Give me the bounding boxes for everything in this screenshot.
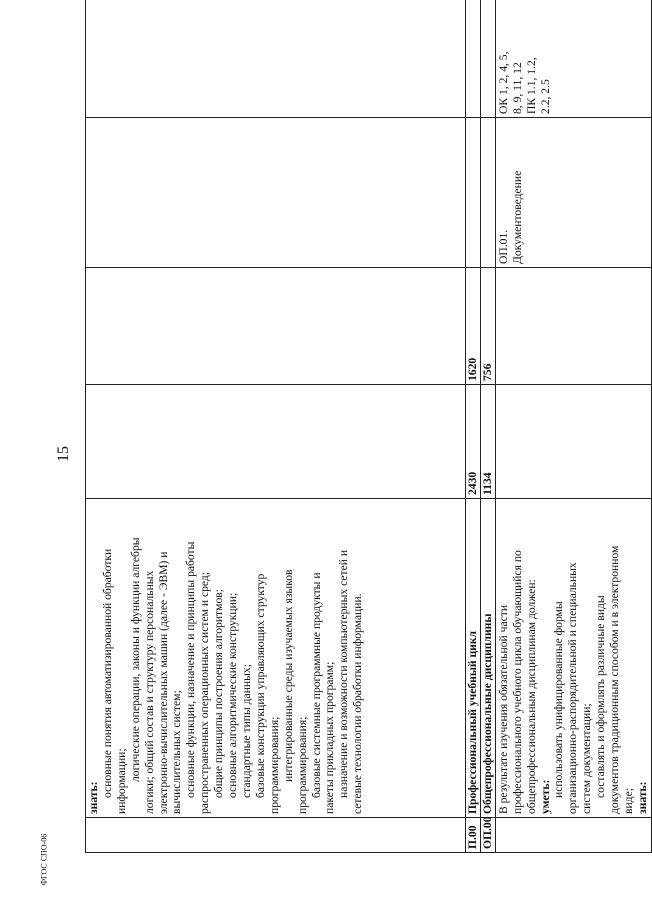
text-line: электронно-вычислительных машин (далее - ЭВМ) и [156,551,170,814]
cell-cycle-title: Общепрофессиональные дисциплины [480,499,495,818]
text-line: основные понятия автоматизированной обработки [100,548,114,798]
text-line: интегрированные среды изучаемых языков [281,569,295,782]
text-line: основные алгоритмические конструкции; [226,592,240,798]
competency-line: ПК 1.1, 1.2, [524,57,538,114]
cell-total-hours [86,385,466,499]
text-line: логические операции, законы и функции алгебры [128,537,142,782]
cell-class-hours: 756 [480,268,495,385]
cell-discipline [86,118,466,268]
text-line: составлять и оформлять различные виды [594,595,608,798]
table-row [495,0,651,853]
cell-class-hours [495,268,651,385]
cell-discipline [495,118,651,268]
cell-code: П.00 [466,818,481,853]
cell-competencies [495,0,651,118]
text-line: профессионального учебного цикла обучающийся по [510,550,524,814]
competency-line: ОК 1, 2, 4, 5, [496,51,510,114]
footer-label: ФГОС СПО-06 [39,833,49,886]
cell-code [86,818,466,853]
table-row [480,0,495,853]
text-line: программирования; [295,716,309,814]
text-line: информации; [114,748,128,814]
text-line: программирования; [267,716,281,814]
cell-code: ОП.00 [480,818,495,853]
cell-competencies [86,0,466,118]
cell-competencies [466,0,481,118]
competencies-lines [497,0,553,114]
text-line: организационно-распорядительной и специальных [566,562,580,814]
curriculum-table [85,0,652,853]
text-line: систем документации; [580,703,594,814]
rotated-table-wrapper [85,38,649,853]
text-line: пакеты прикладных программ; [323,661,337,814]
text-line: В результате изучения обязательной части [496,604,510,814]
text-line: общепрофессиональным дисциплинам должен: [524,579,538,814]
discipline-name: Документоведение [510,170,524,264]
cell-discipline [480,118,495,268]
text-line: базовые системные программные продукты и [309,572,323,798]
text-line: основные функции, назначение и принципы работы [184,541,198,798]
cell-class-hours [86,268,466,385]
cell-code [495,818,651,853]
text-line: уметь: [538,779,552,814]
table-row [86,0,466,853]
competency-line: 2.2, 2.5 [538,79,552,114]
text-line: знать: [635,781,649,814]
text-line: логики; общий состав и структуру персональных [142,570,156,814]
text-line: сетевые технологии обработки информации. [351,593,365,814]
cell-discipline [466,118,481,268]
cell-total-hours: 2430 [466,385,481,499]
requirements-lines [497,502,650,814]
cell-cycle-title: Профессиональный учебный цикл [466,499,481,818]
text-line: использовать унифицированные формы [552,601,566,798]
cell-class-hours: 1620 [466,268,481,385]
cell-competencies [480,0,495,118]
text-line: базовые конструкции управляющих структур [253,573,267,798]
page-number: 15 [55,446,72,462]
competency-line: 8, 9, 11, 12 [510,62,524,114]
text-line: знать: [87,781,100,814]
cell-requirements [86,499,466,818]
text-line: виде; [621,788,635,814]
table-row [466,0,481,853]
cell-total-hours [495,385,651,499]
text-line: распространенных операционных систем и сред; [198,571,212,814]
text-line: общие принципы построения алгоритмов; [212,589,226,798]
requirements-lines [87,502,365,814]
rotated-table-inner [85,38,649,853]
text-line: вычислительных систем; [170,690,184,814]
text-line: документов традиционным способом и в электронном [608,545,622,814]
text-line: стандартные типы данных; [239,664,253,798]
text-line: назначение и возможности компьютерных сетей и [337,549,351,798]
cell-total-hours: 1134 [480,385,495,499]
discipline-code: ОП.01. [496,229,510,264]
cell-requirements [495,499,651,818]
